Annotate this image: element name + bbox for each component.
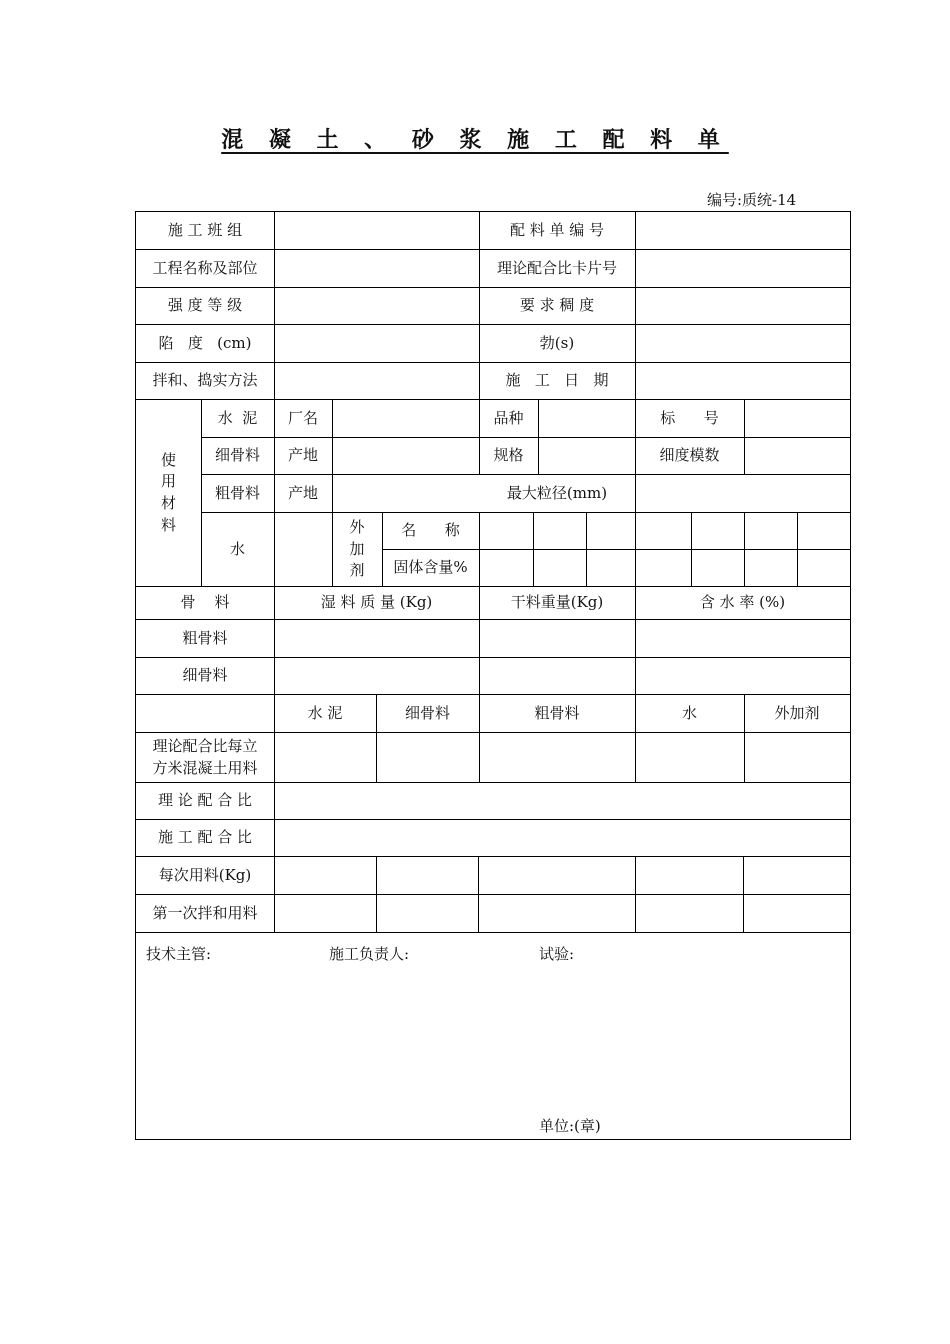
form-title: 混 凝 土 、 砂 浆 施 工 配 料 单: [221, 127, 729, 153]
col-cement: 水 泥: [307, 703, 343, 722]
col-fine: 细骨料: [404, 703, 450, 722]
form-code: 编号:质统-14: [707, 191, 797, 209]
label-fine-aggregate: 细骨料: [214, 446, 260, 465]
label-fineness: 细度模数: [659, 446, 720, 465]
label-origin-coarse: 产地: [287, 483, 318, 502]
label-wet-mass: 湿 料 质 量 (Kg): [320, 593, 433, 612]
label-form-no: 配 料 单 编 号: [509, 220, 605, 239]
sign-tech-lead: 技术主管:: [146, 945, 212, 964]
label-dry-mass: 干料重量(Kg): [510, 593, 604, 612]
label-first-batch: 第一次拌和用料: [152, 903, 258, 922]
form-table: [135, 211, 851, 1140]
label-ratio-card: 理论配合比卡片号: [496, 258, 617, 277]
label-variety: 品种: [493, 408, 524, 427]
col-coarse: 粗骨料: [534, 703, 580, 722]
label-cement: 水 泥: [217, 408, 258, 427]
label-grade: 标 号: [660, 408, 719, 427]
label-coarse-aggregate: 粗骨料: [214, 483, 260, 502]
label-solid-content: 固体含量%: [393, 558, 468, 577]
label-site-ratio: 施 工 配 合 比: [157, 828, 253, 847]
label-aggregate: 骨 料: [180, 593, 230, 612]
col-water: 水: [681, 703, 697, 722]
label-agg-fine: 细骨料: [182, 666, 228, 685]
label-consistency: 要 求 稠 度: [519, 296, 595, 315]
label-slump: 陷 度 (cm): [158, 333, 252, 352]
sign-site-lead: 施工负责人:: [329, 945, 410, 964]
label-max-size: 最大粒径(mm): [506, 483, 608, 502]
label-origin-fine: 产地: [287, 446, 318, 465]
label-per-batch: 每次用料(Kg): [158, 865, 252, 884]
label-theory-ratio: 理 论 配 合 比: [157, 791, 253, 810]
label-date: 施 工 日 期: [505, 371, 609, 390]
label-vebe: 勃(s): [539, 333, 575, 352]
label-method: 拌和、捣实方法: [152, 371, 258, 390]
label-spec: 规格: [493, 446, 524, 465]
materials-group-label: 使 用 材 料: [160, 450, 176, 534]
label-factory: 厂名: [287, 408, 318, 427]
sign-unit-seal: 单位:(章): [539, 1117, 601, 1136]
col-admixture: 外加剂: [774, 703, 820, 722]
label-team: 施 工 班 组: [167, 220, 243, 239]
label-agg-coarse: 粗骨料: [182, 628, 228, 647]
label-water: 水: [229, 539, 245, 558]
label-strength: 强 度 等 级: [167, 296, 243, 315]
label-moisture: 含 水 率 (%): [699, 593, 786, 612]
label-admixture-name: 名 称: [401, 521, 460, 540]
label-admixture: 外 加 剂: [349, 517, 365, 580]
label-project: 工程名称及部位: [152, 258, 258, 277]
sign-test: 试验:: [539, 945, 575, 964]
label-theory-usage: 理论配合比每立 方米混凝土用料: [152, 736, 258, 777]
